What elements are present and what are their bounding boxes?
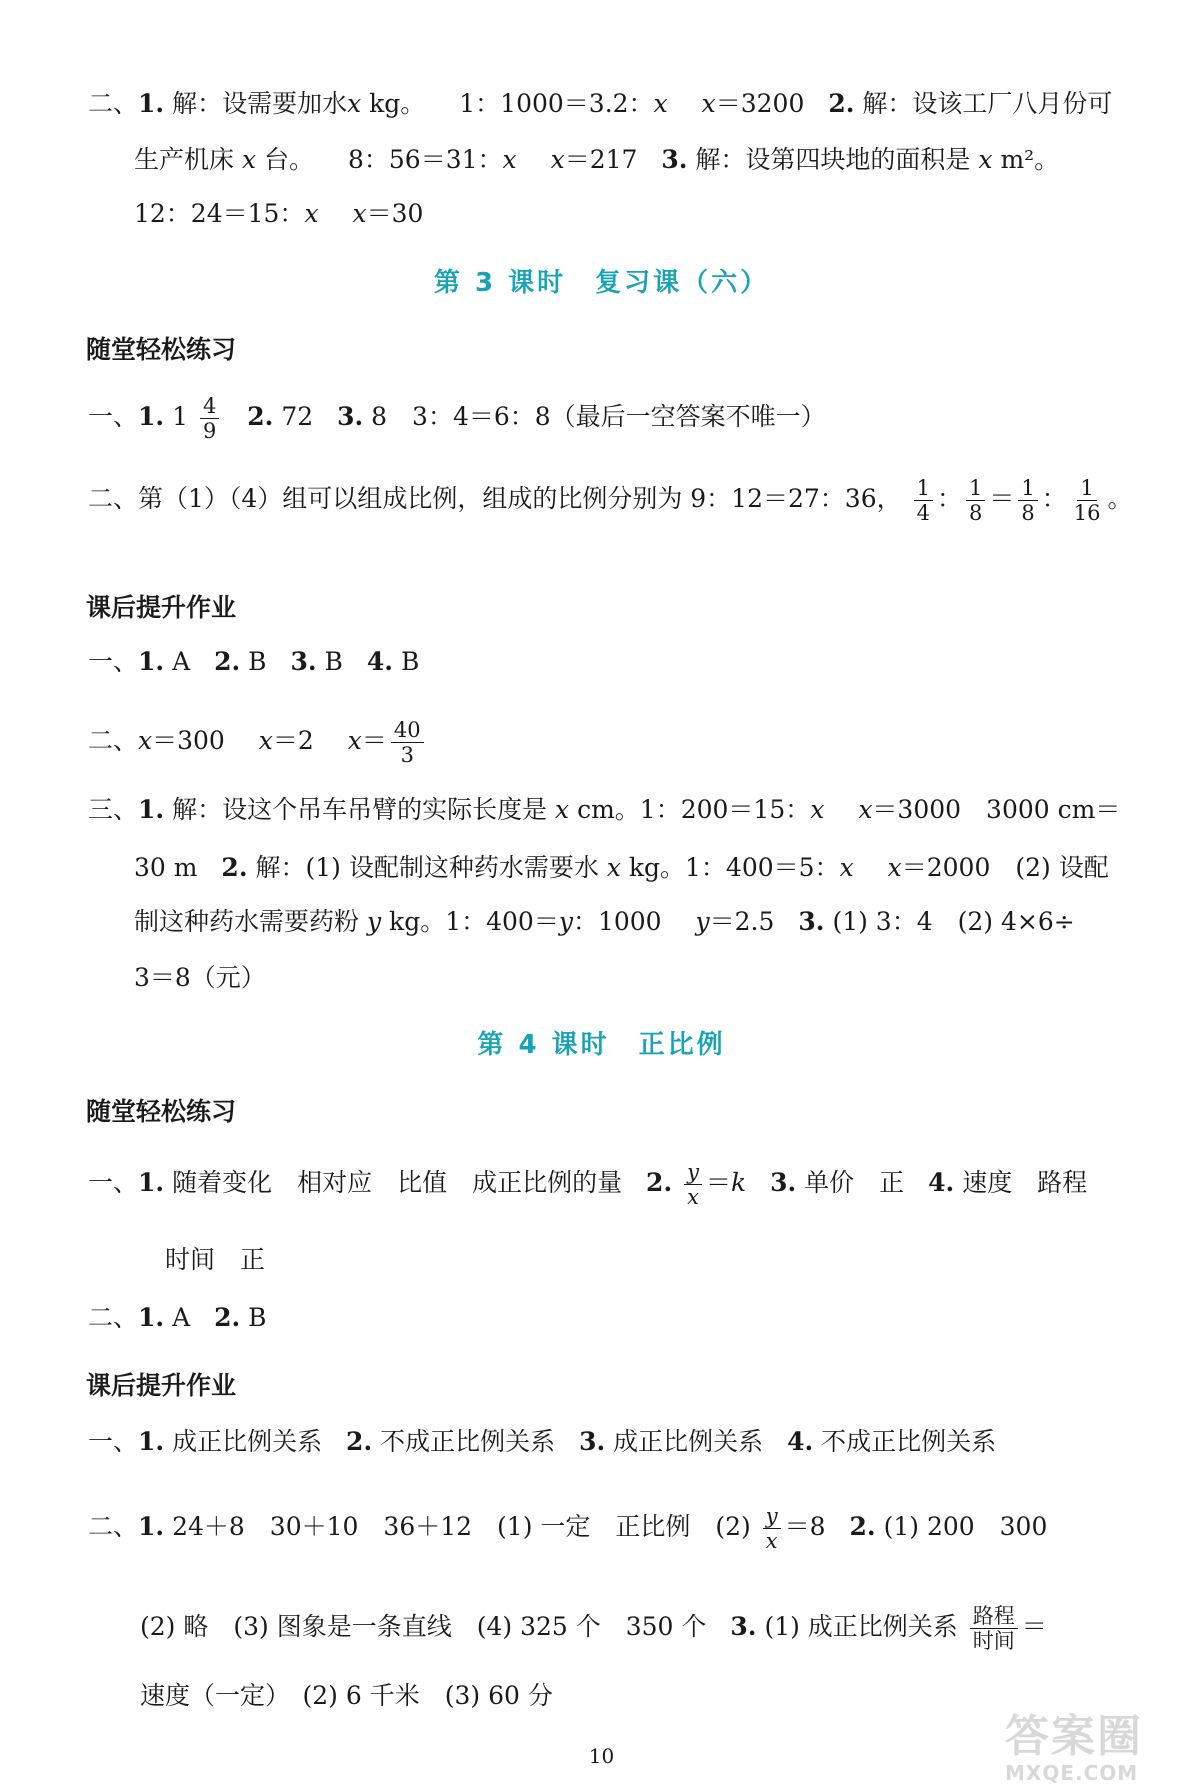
fraction <box>391 718 424 767</box>
numerator: 1 <box>1077 476 1096 501</box>
fraction <box>763 1504 781 1553</box>
fraction <box>684 1160 702 1209</box>
text: (2) 略 (3) 图象是一条直线 (4) 325 个 350 个 <box>140 1612 707 1641</box>
text: ＝3000 3000 cm＝ <box>872 795 1121 824</box>
text: 一、 <box>88 647 139 676</box>
text: (1) 200 300 <box>883 1512 1048 1541</box>
item-number: 1. <box>138 1303 165 1332</box>
text: B <box>324 647 343 676</box>
text: cm。1：200＝15： <box>569 795 811 824</box>
item-number: 4. <box>787 1427 814 1456</box>
answer-line <box>88 644 1163 680</box>
variable: x <box>258 726 273 755</box>
text: 解：设该工厂八月份可 <box>862 89 1113 118</box>
text: 解：设需要加水 <box>172 89 348 118</box>
text: 生产机床 <box>134 145 235 174</box>
text: (1) 3：4 (2) 4×6÷ <box>832 907 1075 936</box>
text: ＝ <box>989 484 1015 513</box>
watermark-logo <box>1005 1712 1175 1788</box>
variable: x <box>555 795 570 824</box>
fraction <box>200 394 219 443</box>
variable: y <box>366 907 382 936</box>
text: 解：(1) 设配制这种药水需要水 <box>255 853 599 882</box>
text: 二、 <box>88 89 139 118</box>
variable: x <box>138 726 153 755</box>
text: 时间 正 <box>165 1245 266 1274</box>
text: ＝217 <box>564 145 638 174</box>
answer-line <box>88 1424 1163 1460</box>
item-number: 2. <box>214 1303 241 1332</box>
text: 72 <box>281 402 314 431</box>
text: 一、 <box>88 1427 139 1456</box>
variable: x <box>858 795 873 824</box>
text: 1：1000＝3.2： <box>459 89 654 118</box>
variable: y <box>558 907 573 936</box>
text: (1) 成正比例关系 <box>764 1612 958 1641</box>
text: ＝2.5 <box>709 907 775 936</box>
text: ＝2 <box>272 726 314 755</box>
item-number: 3. <box>337 402 364 431</box>
text: ： <box>936 484 962 513</box>
numerator: 路程 <box>970 1604 1018 1629</box>
section-title: 课后提升作业 <box>86 593 237 622</box>
text: 8：56＝31： <box>347 145 503 174</box>
numerator: 4 <box>200 394 219 419</box>
denominator: 3 <box>400 743 414 767</box>
answer-line <box>88 394 1163 443</box>
text: 三、 <box>88 795 139 824</box>
text: 单价 正 <box>804 1168 905 1197</box>
variable: x <box>887 853 902 882</box>
text: 30 m <box>134 853 198 882</box>
lesson-heading: 第 3 课时 复习课（六） <box>433 268 770 298</box>
variable: x <box>304 199 319 228</box>
text: 二、 <box>88 726 139 755</box>
variable: x <box>241 145 257 174</box>
text: kg。1：400＝ <box>381 907 559 936</box>
variable: x <box>550 145 565 174</box>
text: 不成正比例关系 <box>380 1427 556 1456</box>
variable: x <box>701 89 716 118</box>
item-number: 4. <box>366 647 393 676</box>
text: A <box>172 647 191 676</box>
text: 12：24＝15： <box>134 199 305 228</box>
denominator: 4 <box>916 501 930 525</box>
section-title: 随堂轻松练习 <box>86 1097 237 1126</box>
fraction <box>1018 476 1037 525</box>
answer-line <box>88 792 1163 828</box>
text: 成正比例关系 <box>172 1427 323 1456</box>
answer-line <box>134 960 1163 996</box>
text: B <box>248 1303 267 1332</box>
answer-line <box>88 718 1163 767</box>
text: ＝ <box>705 1168 731 1197</box>
fraction <box>1071 476 1104 525</box>
answer-line <box>134 196 1163 232</box>
numerator: 40 <box>391 718 424 743</box>
item-number: 1. <box>138 1512 165 1541</box>
text: kg。1：400＝5： <box>620 853 840 882</box>
item-number: 3. <box>798 907 825 936</box>
numerator: 1 <box>914 476 933 501</box>
text: 速度 路程 <box>962 1168 1088 1197</box>
text: m²。 <box>992 145 1060 174</box>
text: ： <box>1041 484 1067 513</box>
item-number: 1. <box>138 1168 165 1197</box>
item-number: 2. <box>346 1427 373 1456</box>
variable: x <box>810 795 825 824</box>
text: ＝3200 <box>715 89 805 118</box>
text: 随着变化 相对应 比值 成正比例的量 <box>172 1168 623 1197</box>
variable: x <box>347 726 362 755</box>
text: ＝300 <box>152 726 225 755</box>
numerator: 1 <box>1018 476 1037 501</box>
watermark-url: MXQE.COM <box>1005 1761 1139 1785</box>
text: 一、 <box>88 402 139 431</box>
variable: x <box>352 199 367 228</box>
section-title: 课后提升作业 <box>86 1371 237 1400</box>
variable: x <box>606 853 621 882</box>
text: ＝ <box>361 726 387 755</box>
text: 3＝8（元） <box>134 963 266 992</box>
variable: k <box>731 1168 747 1197</box>
text: B <box>248 647 267 676</box>
text: ＝2000 (2) 设配 <box>901 853 1109 882</box>
item-number: 2. <box>828 89 855 118</box>
answer-line <box>134 142 1163 178</box>
variable: x <box>978 145 993 174</box>
answer-line <box>88 476 1163 525</box>
text: 速度（一定） (2) 6 千米 (3) 60 分 <box>140 1681 553 1710</box>
item-number: 2. <box>247 402 274 431</box>
text: 二、 <box>88 1303 139 1332</box>
denominator: 时间 <box>972 1629 1015 1653</box>
item-number: 4. <box>928 1168 955 1197</box>
text: 台。 <box>256 145 315 174</box>
text: 不成正比例关系 <box>821 1427 997 1456</box>
denominator: 16 <box>1073 501 1101 525</box>
item-number: 3. <box>661 145 688 174</box>
text: 24＋8 30＋10 36＋12 (1) 一定 正比例 (2) <box>172 1512 751 1541</box>
answer-line <box>140 1678 1163 1714</box>
answer-line <box>88 1504 1163 1553</box>
text: 二、第（1）（4）组可以组成比例，组成的比例分别为 9：12＝27：36， <box>88 484 902 513</box>
denominator: x <box>765 1529 778 1553</box>
numerator: y <box>763 1504 781 1529</box>
item-number: 2. <box>214 647 241 676</box>
answer-line <box>88 1160 1163 1209</box>
numerator: y <box>684 1160 702 1185</box>
variable: x <box>502 145 517 174</box>
text: ：1000 <box>572 907 662 936</box>
text: 1 <box>172 402 188 431</box>
variable: x <box>347 89 362 118</box>
text: 制这种药水需要药粉 <box>134 907 360 936</box>
text: 成正比例关系 <box>613 1427 764 1456</box>
answer-line <box>88 1300 1163 1336</box>
text: A <box>172 1303 191 1332</box>
fraction <box>914 476 933 525</box>
denominator: 8 <box>968 501 983 525</box>
item-number: 1. <box>138 89 165 118</box>
variable: x <box>653 89 668 118</box>
section-title: 随堂轻松练习 <box>86 335 237 364</box>
text: ＝ <box>1021 1612 1047 1641</box>
item-number: 1. <box>138 795 165 824</box>
text: B <box>400 647 420 676</box>
variable: x <box>839 853 854 882</box>
denominator: 8 <box>1021 501 1035 525</box>
item-number: 2. <box>849 1512 876 1541</box>
answer-line <box>134 904 1163 940</box>
item-number: 1. <box>138 647 165 676</box>
denominator: x <box>687 1185 699 1209</box>
answer-line <box>140 1604 1163 1653</box>
item-number: 1. <box>138 1427 165 1456</box>
text: 一、 <box>88 1168 139 1197</box>
watermark-text: 答案圈 <box>1005 1711 1143 1762</box>
item-number: 3. <box>730 1612 757 1641</box>
page-number: 10 <box>588 1744 615 1768</box>
text: kg。 <box>361 89 426 118</box>
answer-line <box>165 1242 1163 1278</box>
text: ＝30 <box>366 199 424 228</box>
fraction <box>966 476 985 525</box>
text: ＝8 <box>784 1512 826 1541</box>
item-number: 3. <box>770 1168 797 1197</box>
answer-line <box>134 850 1163 886</box>
numerator: 1 <box>966 476 985 501</box>
text: 解：设这个吊车吊臂的实际长度是 <box>172 795 548 824</box>
item-number: 2. <box>221 853 248 882</box>
item-number: 2. <box>646 1168 673 1197</box>
denominator: 9 <box>202 419 217 443</box>
item-number: 3. <box>290 647 317 676</box>
text: 。 <box>1107 484 1133 513</box>
text: 二、 <box>88 1512 139 1541</box>
text: 8 3：4＝6：8（最后一空答案不唯一） <box>371 402 826 431</box>
lesson-heading: 第 4 课时 正比例 <box>477 1030 726 1060</box>
item-number: 3. <box>579 1427 606 1456</box>
variable: y <box>695 907 710 936</box>
fraction <box>970 1604 1018 1653</box>
text: 解：设第四块地的面积是 <box>695 145 971 174</box>
answer-line <box>88 86 1163 122</box>
item-number: 1. <box>138 402 165 431</box>
